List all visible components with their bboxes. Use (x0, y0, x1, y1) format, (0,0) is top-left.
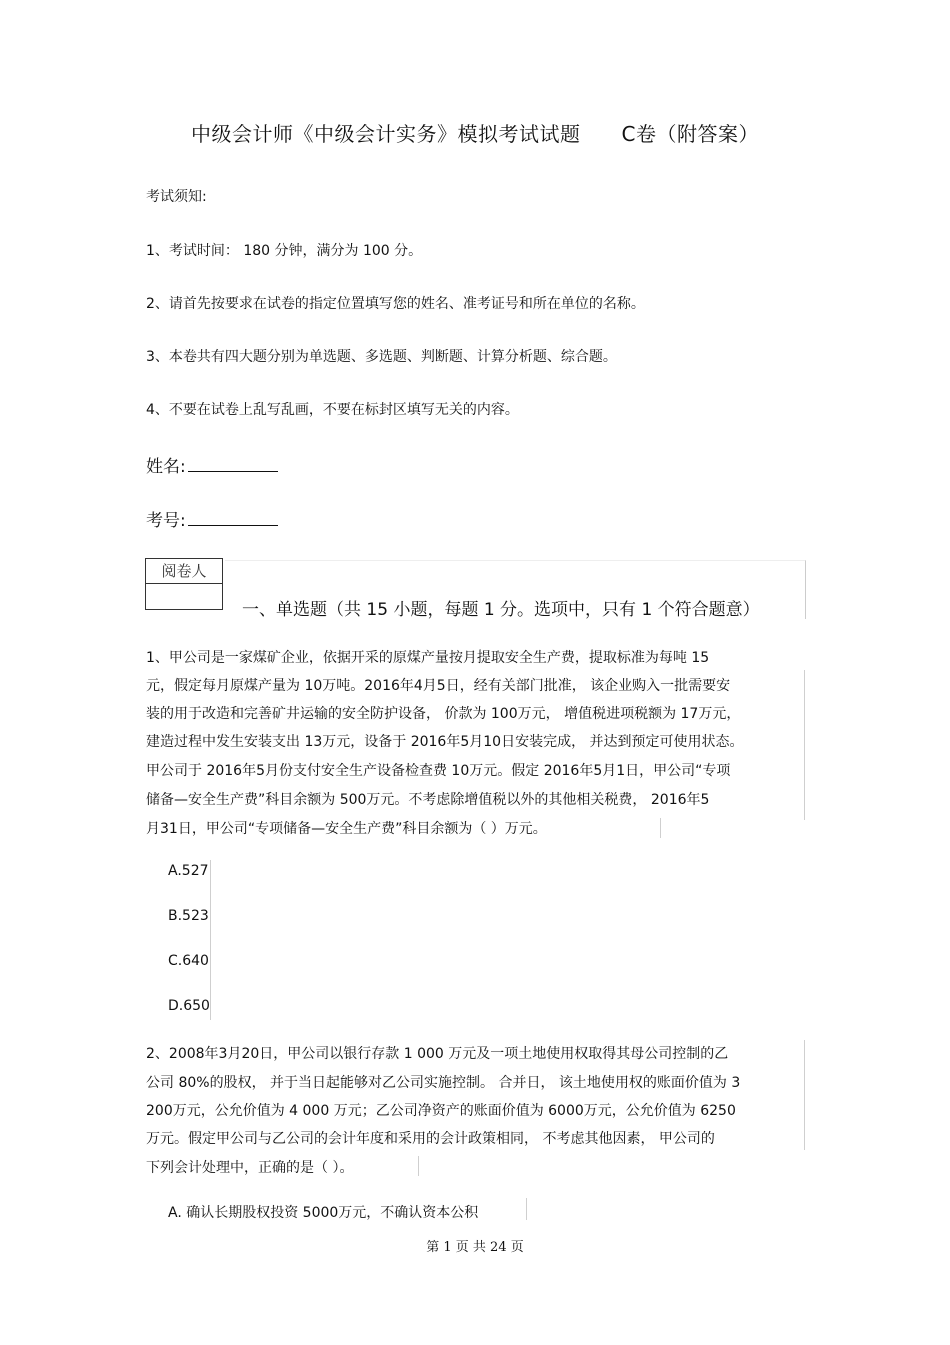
id-field (146, 506, 278, 531)
q1-option-a: A.527 (168, 863, 209, 879)
page-footer: 第 1 页 共 24 页 (426, 1240, 524, 1255)
question-2-line: 下列会计处理中，正确的是（ ）。 (146, 1160, 354, 1176)
question-1-line: 储备—安全生产费”科目余额为 500万元。不考虑除增值税以外的其他相关税费， 2016年5 (146, 792, 710, 808)
notice-item-4: 4、不要在试卷上乱写乱画，不要在标封区填写无关的内容。 (146, 402, 519, 418)
scan-edge (660, 818, 661, 838)
q2-option-a: A. 确认长期股权投资 5000万元，不确认资本公积 (168, 1205, 479, 1221)
notice-item-3: 3、本卷共有四大题分别为单选题、多选题、判断题、计算分析题、综合题。 (146, 349, 617, 365)
question-1-line: 元，假定每月原煤产量为 10万吨。2016年4月5日，经有关部门批准， 该企业购入一批需要安 (146, 678, 731, 694)
scan-edge (804, 670, 805, 820)
name-field (146, 452, 278, 477)
scan-edge (804, 1040, 805, 1150)
name-label: 姓名: (146, 457, 186, 477)
question-2-line: 万元。假定甲公司与乙公司的会计年度和采用的会计政策相同， 不考虑其他因素， 甲公司的 (146, 1131, 715, 1147)
id-label: 考号: (146, 511, 186, 531)
document-title: 中级会计师《中级会计实务》模拟考试试题 C卷（附答案） (191, 122, 759, 146)
question-1 (146, 647, 806, 837)
question-2 (146, 1043, 806, 1183)
question-1-line: 装的用于改造和完善矿井运输的安全防护设备， 价款为 100万元， 增值税进项税额为 17万元， (146, 706, 741, 722)
scan-edge (210, 860, 211, 1020)
question-1-line: 建造过程中发生安装支出 13万元，设备于 2016年5月10日安装完成， 并达到预定可使用状态。 (146, 734, 744, 750)
notice-heading: 考试须知: (146, 189, 207, 205)
grader-box (145, 558, 223, 610)
scan-edge (526, 1198, 527, 1220)
name-blank[interactable] (188, 454, 278, 472)
question-2-line: 2、2008年3月20日，甲公司以银行存款 1 000 万元及一项土地使用权取得其母公司控制的乙 (146, 1046, 729, 1062)
grader-label: 阅卷人 (146, 559, 222, 584)
section-title: 一、单选题（共 15 小题，每题 1 分。选项中，只有 1 个符合题意） (242, 600, 760, 620)
q1-option-d: D.650 (168, 998, 210, 1014)
question-2-line: 200万元，公允价值为 4 000 万元；乙公司净资产的账面价值为 6000万元，公允价值为 6250 (146, 1103, 736, 1119)
scan-edge (418, 1156, 419, 1176)
question-2-line: 公司 80%的股权， 并于当日起能够对乙公司实施控制。 合并日， 该土地使用权的账面价值为 3 (146, 1075, 741, 1091)
id-blank[interactable] (188, 508, 278, 526)
question-1-line: 1、甲公司是一家煤矿企业，依据开采的原煤产量按月提取安全生产费，提取标准为每吨 15 (146, 650, 710, 666)
q1-option-c: C.640 (168, 953, 209, 969)
q1-option-b: B.523 (168, 908, 209, 924)
question-1-line: 甲公司于 2016年5月份支付安全生产设备检查费 10万元。假定 2016年5月1日，甲公司“专项 (146, 763, 731, 779)
notice-item-2: 2、请首先按要求在试卷的指定位置填写您的姓名、准考证号和所在单位的名称。 (146, 296, 645, 312)
question-1-line: 月31日，甲公司“专项储备—安全生产费”科目余额为（ ）万元。 (146, 821, 547, 837)
notice-item-1: 1、考试时间： 180 分钟，满分为 100 分。 (146, 243, 423, 259)
